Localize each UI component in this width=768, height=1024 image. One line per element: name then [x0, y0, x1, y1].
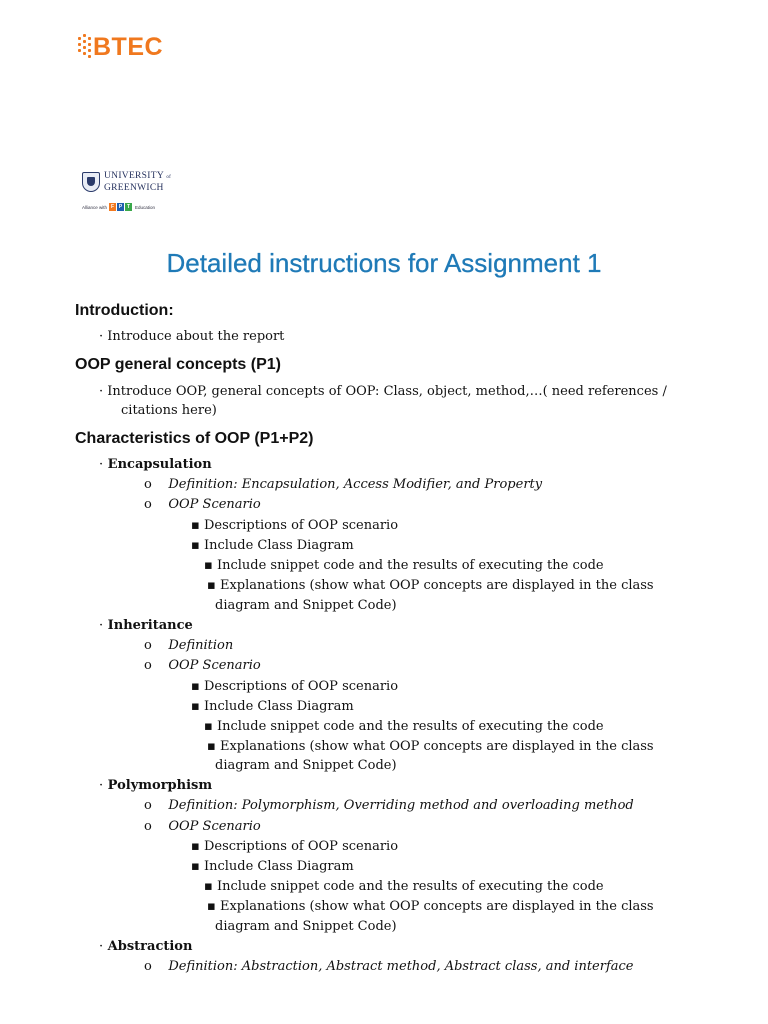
- document-title: Detailed instructions for Assignment 1: [166, 248, 602, 278]
- list-item: ▪ Explanations (show what OOP concepts are displayed in the class: [207, 899, 654, 914]
- list-item: ▪ Descriptions of OOP scenario: [191, 518, 399, 533]
- topic-inheritance: · Inheritance: [99, 618, 193, 633]
- list-item: ▪ Descriptions of OOP scenario: [191, 679, 399, 694]
- topic-encapsulation: · Encapsulation: [99, 457, 212, 472]
- heading-oop-general-concepts: OOP general concepts (P1): [75, 356, 281, 373]
- list-item: o Definition: Abstraction, Abstract method, Abstract class, and interface: [144, 959, 634, 974]
- list-item: ▪ Include Class Diagram: [191, 859, 354, 874]
- list-item: o Definition: Encapsulation, Access Modifier, and Property: [144, 477, 543, 492]
- list-item: · Introduce OOP, general concepts of OOP: Class, object, method,…( need references /: [99, 384, 667, 399]
- university-logo: [82, 170, 174, 216]
- university-crest-icon: [82, 172, 100, 192]
- list-item: o OOP Scenario: [144, 819, 261, 834]
- btec-logo-text: BTEC: [93, 32, 164, 61]
- list-item: o OOP Scenario: [144, 497, 261, 512]
- university-name: UNIVERSITY of GREENWICH: [104, 171, 172, 193]
- btec-dots-icon: [78, 33, 92, 61]
- heading-characteristics: Characteristics of OOP (P1+P2): [75, 430, 314, 447]
- list-item: o OOP Scenario: [144, 658, 261, 673]
- list-item: ▪ Include snippet code and the results of executing the code: [204, 879, 604, 894]
- list-item: ▪ Include Class Diagram: [191, 538, 354, 553]
- list-item-continuation: diagram and Snippet Code): [215, 919, 397, 934]
- list-item: ▪ Descriptions of OOP scenario: [191, 839, 399, 854]
- topic-polymorphism: · Polymorphism: [99, 778, 213, 793]
- topic-abstraction: · Abstraction: [99, 939, 193, 954]
- list-item: ▪ Include Class Diagram: [191, 699, 354, 714]
- heading-introduction: Introduction:: [75, 302, 174, 319]
- list-item: ▪ Explanations (show what OOP concepts are displayed in the class: [207, 578, 654, 593]
- list-item: ▪ Explanations (show what OOP concepts are displayed in the class: [207, 739, 654, 754]
- list-item: · Introduce about the report: [99, 329, 285, 344]
- fpt-logo: F P T: [110, 204, 131, 210]
- list-item-continuation: diagram and Snippet Code): [215, 758, 397, 773]
- list-item: ▪ Include snippet code and the results of executing the code: [204, 558, 604, 573]
- alliance-line: Alliance with F P T Education: [82, 204, 156, 210]
- list-item: o Definition: Polymorphism, Overriding method and overloading method: [144, 798, 634, 813]
- list-item-continuation: citations here): [121, 403, 217, 418]
- list-item-continuation: diagram and Snippet Code): [215, 598, 397, 613]
- btec-logo: [78, 32, 163, 62]
- list-item: o Definition: [144, 638, 234, 653]
- list-item: ▪ Include snippet code and the results of executing the code: [204, 719, 604, 734]
